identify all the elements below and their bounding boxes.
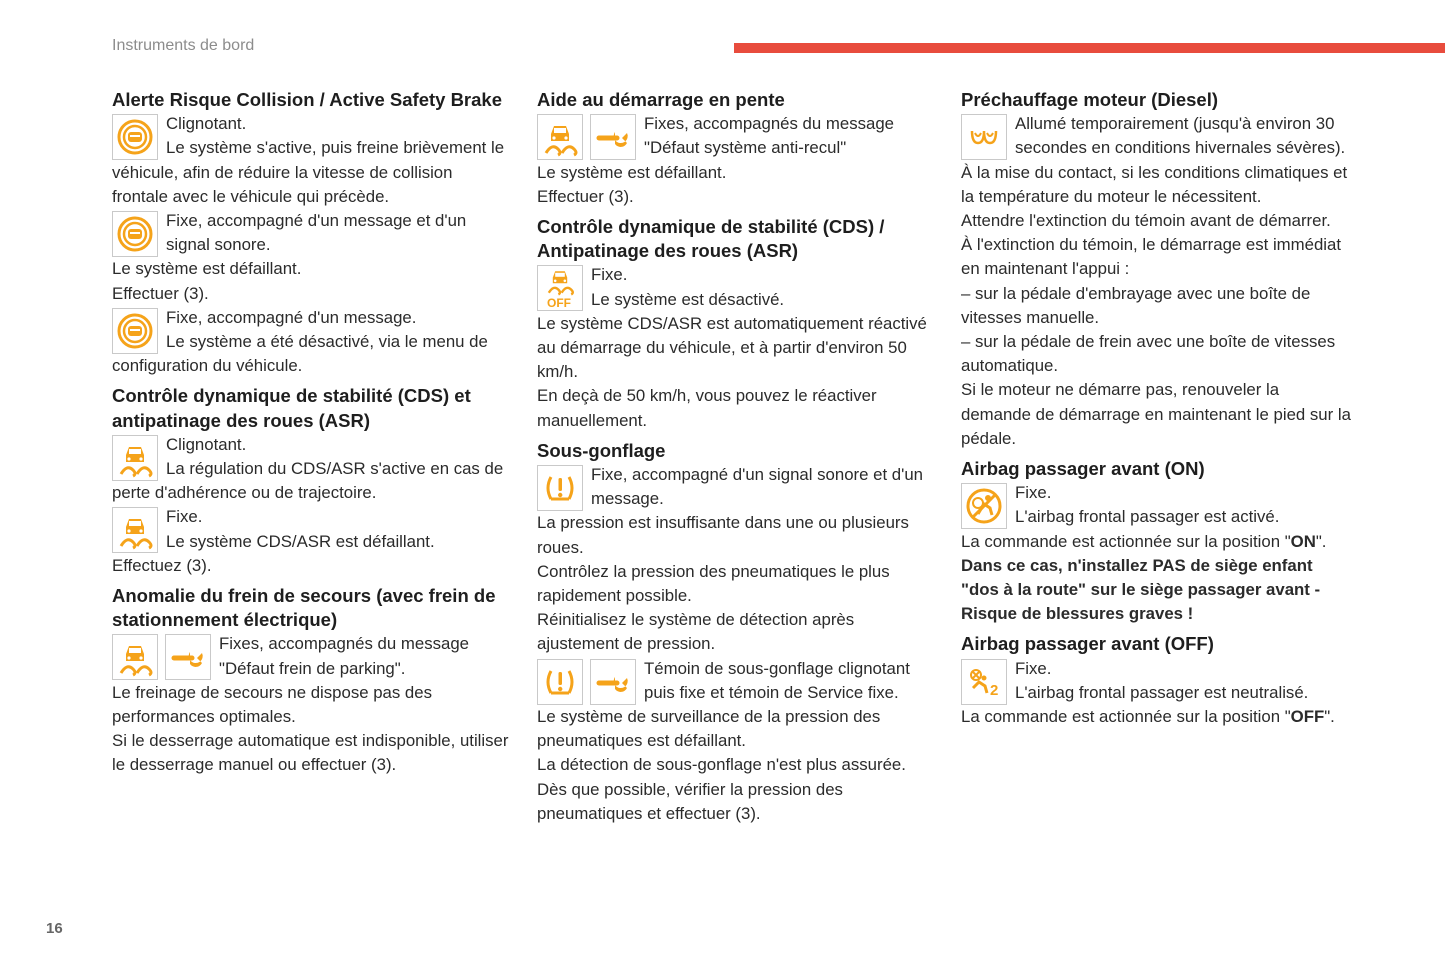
entry-text: Effectuer (3). [537,186,634,206]
entry-text: Le système CDS/ASR est automatiquement réactivé au démarrage du véhicule, et à partir d'environ 50 km/h. [537,313,927,382]
entry-text: Le système de surveillance de la pression des pneumatiques est défaillant. [537,707,881,751]
tire-pressure-icon [537,465,583,511]
entry-text: La commande est actionnée sur la position " [961,531,1291,551]
skid-car-icon [537,114,583,160]
entry-text: La commande est actionnée sur la position " [961,707,1291,727]
entry-text: ". [1324,707,1335,727]
entry-text: Effectuer (3). [112,283,209,303]
indicator-entry [112,112,512,209]
entry-text: La détection de sous-gonflage n'est plus assurée. [537,755,906,775]
entry-text: Le système CDS/ASR est défaillant. [166,531,435,551]
indicator-entry [961,112,1353,451]
warning-text: Dans ce cas, n'installez PAS de siège enfant "dos à la route" sur le siège passager avant - Risque de blessures graves ! [961,555,1321,624]
glow-plug-icon [961,114,1007,160]
section-title: Sous-gonflage [537,439,666,461]
entry-text: ". [1315,531,1327,551]
wrench-icon [590,114,636,160]
entry-text: Fixe, accompagné d'un message. [166,307,417,327]
section-title: Anomalie du frein de secours (avec frein de stationnement électrique) [112,585,496,631]
entry-text: Fixe. [166,507,203,527]
indicator-entry [961,657,1353,730]
entry-text: Dès que possible, vérifier la pression des pneumatiques et effectuer (3). [537,779,843,823]
section-title: Alerte Risque Collision / Active Safety Brake [112,89,502,110]
indicator-entry [112,209,512,306]
page-header-title: Instruments de bord [112,37,255,54]
entry-text: La pression est insuffisante dans une ou plusieurs roues. [537,513,909,557]
skid-car-icon [112,507,158,553]
position-value: ON [1290,531,1316,551]
entry-text: Le système a été désactivé, via le menu de configuration du véhicule. [112,332,488,376]
section-title: Contrôle dynamique de stabilité (CDS) / Antipatinage des roues (ASR) [537,216,885,262]
collision-alert-icon [112,308,158,354]
entry-text: Fixes, accompagnés du message "Défaut frein de parking". [219,634,469,678]
entry-text: L'airbag frontal passager est neutralisé. [1015,682,1309,702]
entry-text: Si le moteur ne démarre pas, renouveler la demande de démarrage en maintenant le pied sur la pédale. [961,380,1351,448]
entry-text: – sur la pédale d'embrayage avec une boîte de vitesses manuelle. [961,283,1311,327]
indicator-entry [537,657,927,826]
entry-text: Effectuez (3). [112,555,212,575]
entry-text: Si le desserrage automatique est indisponible, utiliser le desserrage manuel ou effectuer (3). [112,731,509,775]
entry-text: Le système est désactivé. [591,289,785,309]
indicator-entry [537,463,927,657]
skid-car-icon [112,634,158,680]
entry-text: Attendre l'extinction du témoin avant de démarrer. [961,211,1331,231]
skid-car-icon [112,435,158,481]
entry-text: Fixe. [1015,658,1052,678]
tire-pressure-icon [537,659,583,705]
column-1 [112,88,512,778]
header-accent-bar [734,43,1445,53]
entry-text [961,530,1353,554]
indicator-entry [961,481,1353,626]
indicator-entry [112,505,512,578]
entry-text: Fixes, accompagnés du message "Défaut système anti-recul" [644,114,894,158]
entry-text: Le système est défaillant. [537,162,727,182]
entry-text: Clignotant. [166,434,247,454]
off-label: OFF [547,296,571,309]
entry-text: Fixe. [591,265,628,285]
collision-alert-icon [112,114,158,160]
airbag-on-icon [961,483,1007,529]
entry-text [961,705,1353,729]
indicator-entry [537,263,927,432]
page-number: 16 [46,920,63,937]
entry-text: La régulation du CDS/ASR s'active en cas de perte d'adhérence ou de trajectoire. [112,459,504,503]
wrench-icon [590,659,636,705]
entry-text: À la mise du contact, si les conditions climatiques et la température du moteur le nécessitent. [961,162,1348,206]
skid-car-off-icon [537,265,583,311]
entry-text: Témoin de sous-gonflage clignotant puis fixe et témoin de Service fixe. [644,658,910,702]
section-title: Préchauffage moteur (Diesel) [961,89,1219,110]
entry-text: Fixe, accompagné d'un signal sonore et d'un message. [591,465,923,509]
entry-text: Le système est défaillant. [112,259,302,279]
indicator-entry [112,632,512,777]
entry-text: Le freinage de secours ne dispose pas des performances optimales. [112,682,432,727]
entry-text: Fixe, accompagné d'un message et d'un signal sonore. [166,211,467,255]
entry-text: En deçà de 50 km/h, vous pouvez le réactiver manuellement. [537,386,877,430]
indicator-entry [112,433,512,506]
entry-text: – sur la pédale de frein avec une boîte de vitesses automatique. [961,332,1336,376]
airbag-off-icon [961,659,1007,705]
column-3 [961,88,1353,729]
section-title: Airbag passager avant (ON) [961,458,1205,480]
section-title: Airbag passager avant (OFF) [961,633,1214,655]
indicator-entry [112,306,512,379]
wrench-icon [165,634,211,680]
entry-text: Réinitialisez le système de détection après ajustement de pression. [537,610,855,654]
entry-text: Clignotant. [166,114,247,134]
position-value: OFF [1290,707,1325,727]
entry-text: Le système s'active, puis freine brièvement le véhicule, afin de réduire la vitesse de collision frontale avec le véhicule qui précède. [112,138,505,206]
entry-text: Allumé temporairement (jusqu'à environ 30 secondes en conditions hivernales sévères). [1015,114,1346,158]
entry-text: Contrôlez la pression des pneumatiques le plus rapidement possible. [537,561,890,606]
column-2 [537,88,927,826]
section-title: Aide au démarrage en pente [537,89,785,110]
collision-alert-icon [112,211,158,257]
indicator-entry [537,112,927,209]
entry-text: L'airbag frontal passager est activé. [1015,507,1280,527]
entry-text: À l'extinction du témoin, le démarrage est immédiat en maintenant l'appui : [961,235,1342,279]
entry-text: Fixe. [1015,483,1052,503]
section-title: Contrôle dynamique de stabilité (CDS) et antipatinage des roues (ASR) [112,385,471,431]
